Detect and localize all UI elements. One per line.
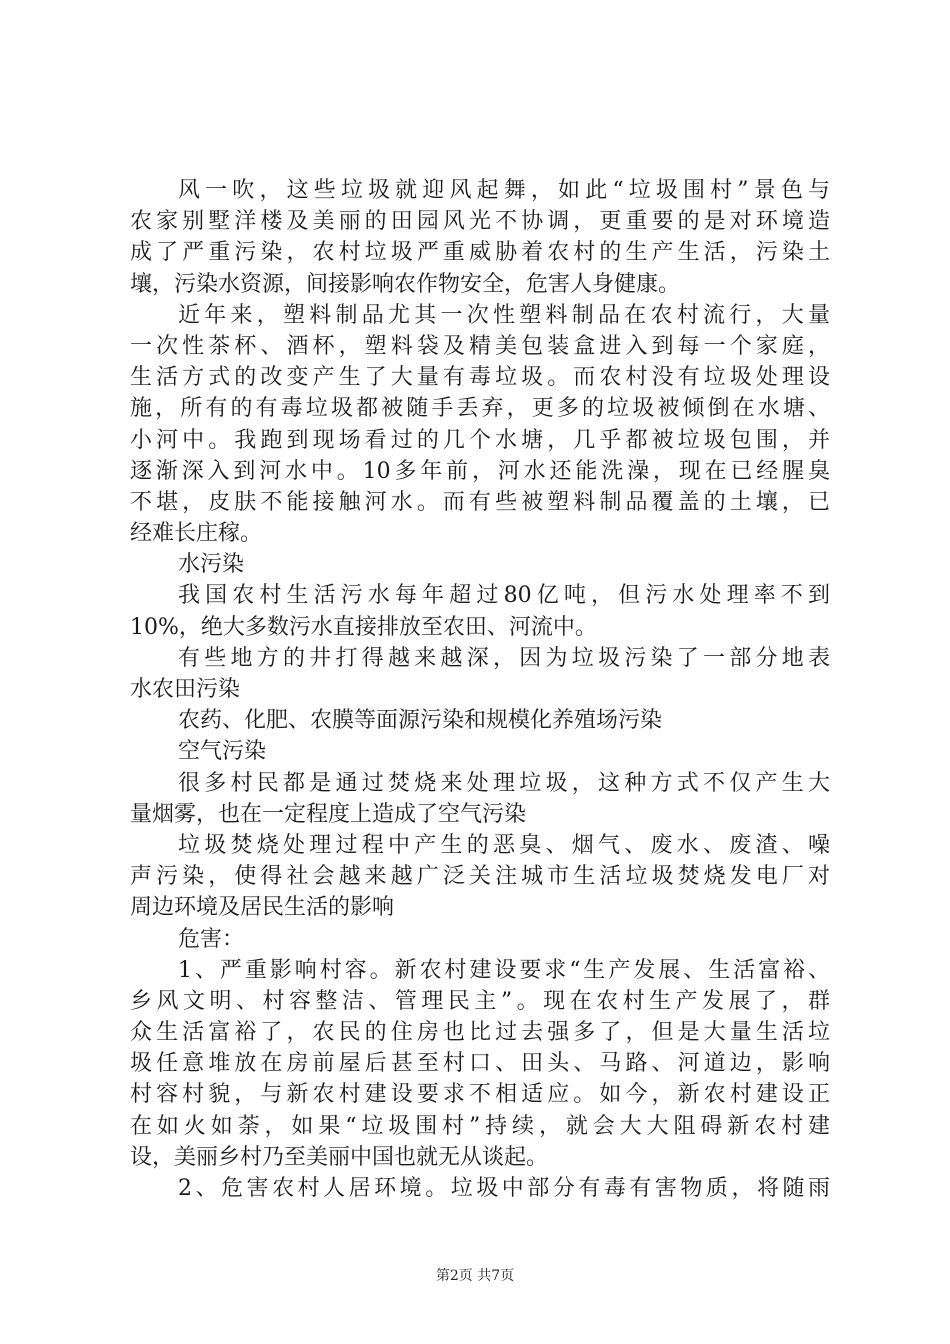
text-line: 施，所有的有毒垃圾都被随手丢弃，更多的垃圾被倾倒在水塘、 (130, 396, 830, 422)
text-line: 有些地方的井打得越来越深，因为垃圾污染了一部分地表 (178, 645, 830, 671)
text-line: 空气污染 (178, 739, 267, 765)
text-line: 垃圾焚烧处理过程中产生的恶臭、烟气、废水、废渣、噪 (178, 832, 830, 858)
text-line: 危害： (178, 926, 245, 952)
text-line: 水污染 (178, 552, 245, 578)
text-line: 1、严重影响村容。新农村建设要求“生产发展、生活富裕、 (178, 957, 830, 983)
text-line: 水农田污染 (130, 677, 241, 702)
text-line: 经难长庄稼。 (130, 521, 263, 547)
page-number-label: 第2页 共7页 (435, 1268, 515, 1284)
text-line: 我国农村生活污水每年超过80亿吨，但污水处理率不到 (178, 583, 830, 609)
text-line: 周边环境及居民生活的影响 (130, 895, 395, 921)
text-line: 村容村貌，与新农村建设要求不相适应。如今，新农村建设正 (130, 1082, 830, 1108)
document-body (130, 175, 830, 1204)
text-line: 成了严重污染，农村垃圾严重威胁着农村的生产生活，污染土 (130, 240, 830, 266)
text-line: 设，美丽乡村乃至美丽中国也就无从谈起。 (130, 1144, 549, 1170)
text-line: 不堪，皮肤不能接触河水。而有些被塑料制品覆盖的土壤，已 (130, 489, 830, 515)
text-line: 声污染，使得社会越来越广泛关注城市生活垃圾焚烧发电厂对 (130, 864, 830, 890)
page-footer (0, 1266, 950, 1286)
text-line: 农家别墅洋楼及美丽的田园风光不协调，更重要的是对环境造 (130, 209, 830, 235)
text-line: 风一吹，这些垃圾就迎风起舞，如此“垃圾围村”景色与 (178, 178, 830, 203)
text-line: 壤，污染水资源，间接影响农作物安全，危害人身健康。 (130, 271, 681, 297)
text-line: 近年来，塑料制品尤其一次性塑料制品在农村流行，大量 (178, 302, 830, 328)
text-line: 2、危害农村人居环境。垃圾中部分有毒有害物质，将随雨 (178, 1176, 830, 1201)
text-line: 乡风文明、村容整洁、管理民主”。现在农村生产发展了，群 (130, 988, 830, 1014)
text-line: 生活方式的改变产生了大量有毒垃圾。而农村没有垃圾处理设 (130, 365, 830, 391)
text-line: 很多村民都是通过焚烧来处理垃圾，这种方式不仅产生大 (178, 770, 830, 796)
text-line: 小河中。我跑到现场看过的几个水塘，几乎都被垃圾包围，并 (130, 427, 830, 453)
text-line: 10%，绝大多数污水直接排放至农田、河流中。 (130, 614, 597, 640)
text-line: 圾任意堆放在房前屋后甚至村口、田头、马路、河道边，影响 (130, 1051, 830, 1077)
text-line: 众生活富裕了，农民的住房也比过去强多了，但是大量生活垃 (130, 1020, 830, 1046)
text-line: 一次性茶杯、酒杯，塑料袋及精美包装盒进入到每一个家庭， (130, 333, 830, 359)
text-line: 农药、化肥、农膜等面源污染和规模化养殖场污染 (178, 708, 663, 734)
text-line: 逐渐深入到河水中。10多年前，河水还能洗澡，现在已经腥臭 (130, 458, 830, 484)
text-line: 在如火如荼，如果“垃圾围村”持续，就会大大阻碍新农村建 (130, 1113, 830, 1139)
text-line: 量烟雾，也在一定程度上造成了空气污染 (130, 801, 527, 827)
